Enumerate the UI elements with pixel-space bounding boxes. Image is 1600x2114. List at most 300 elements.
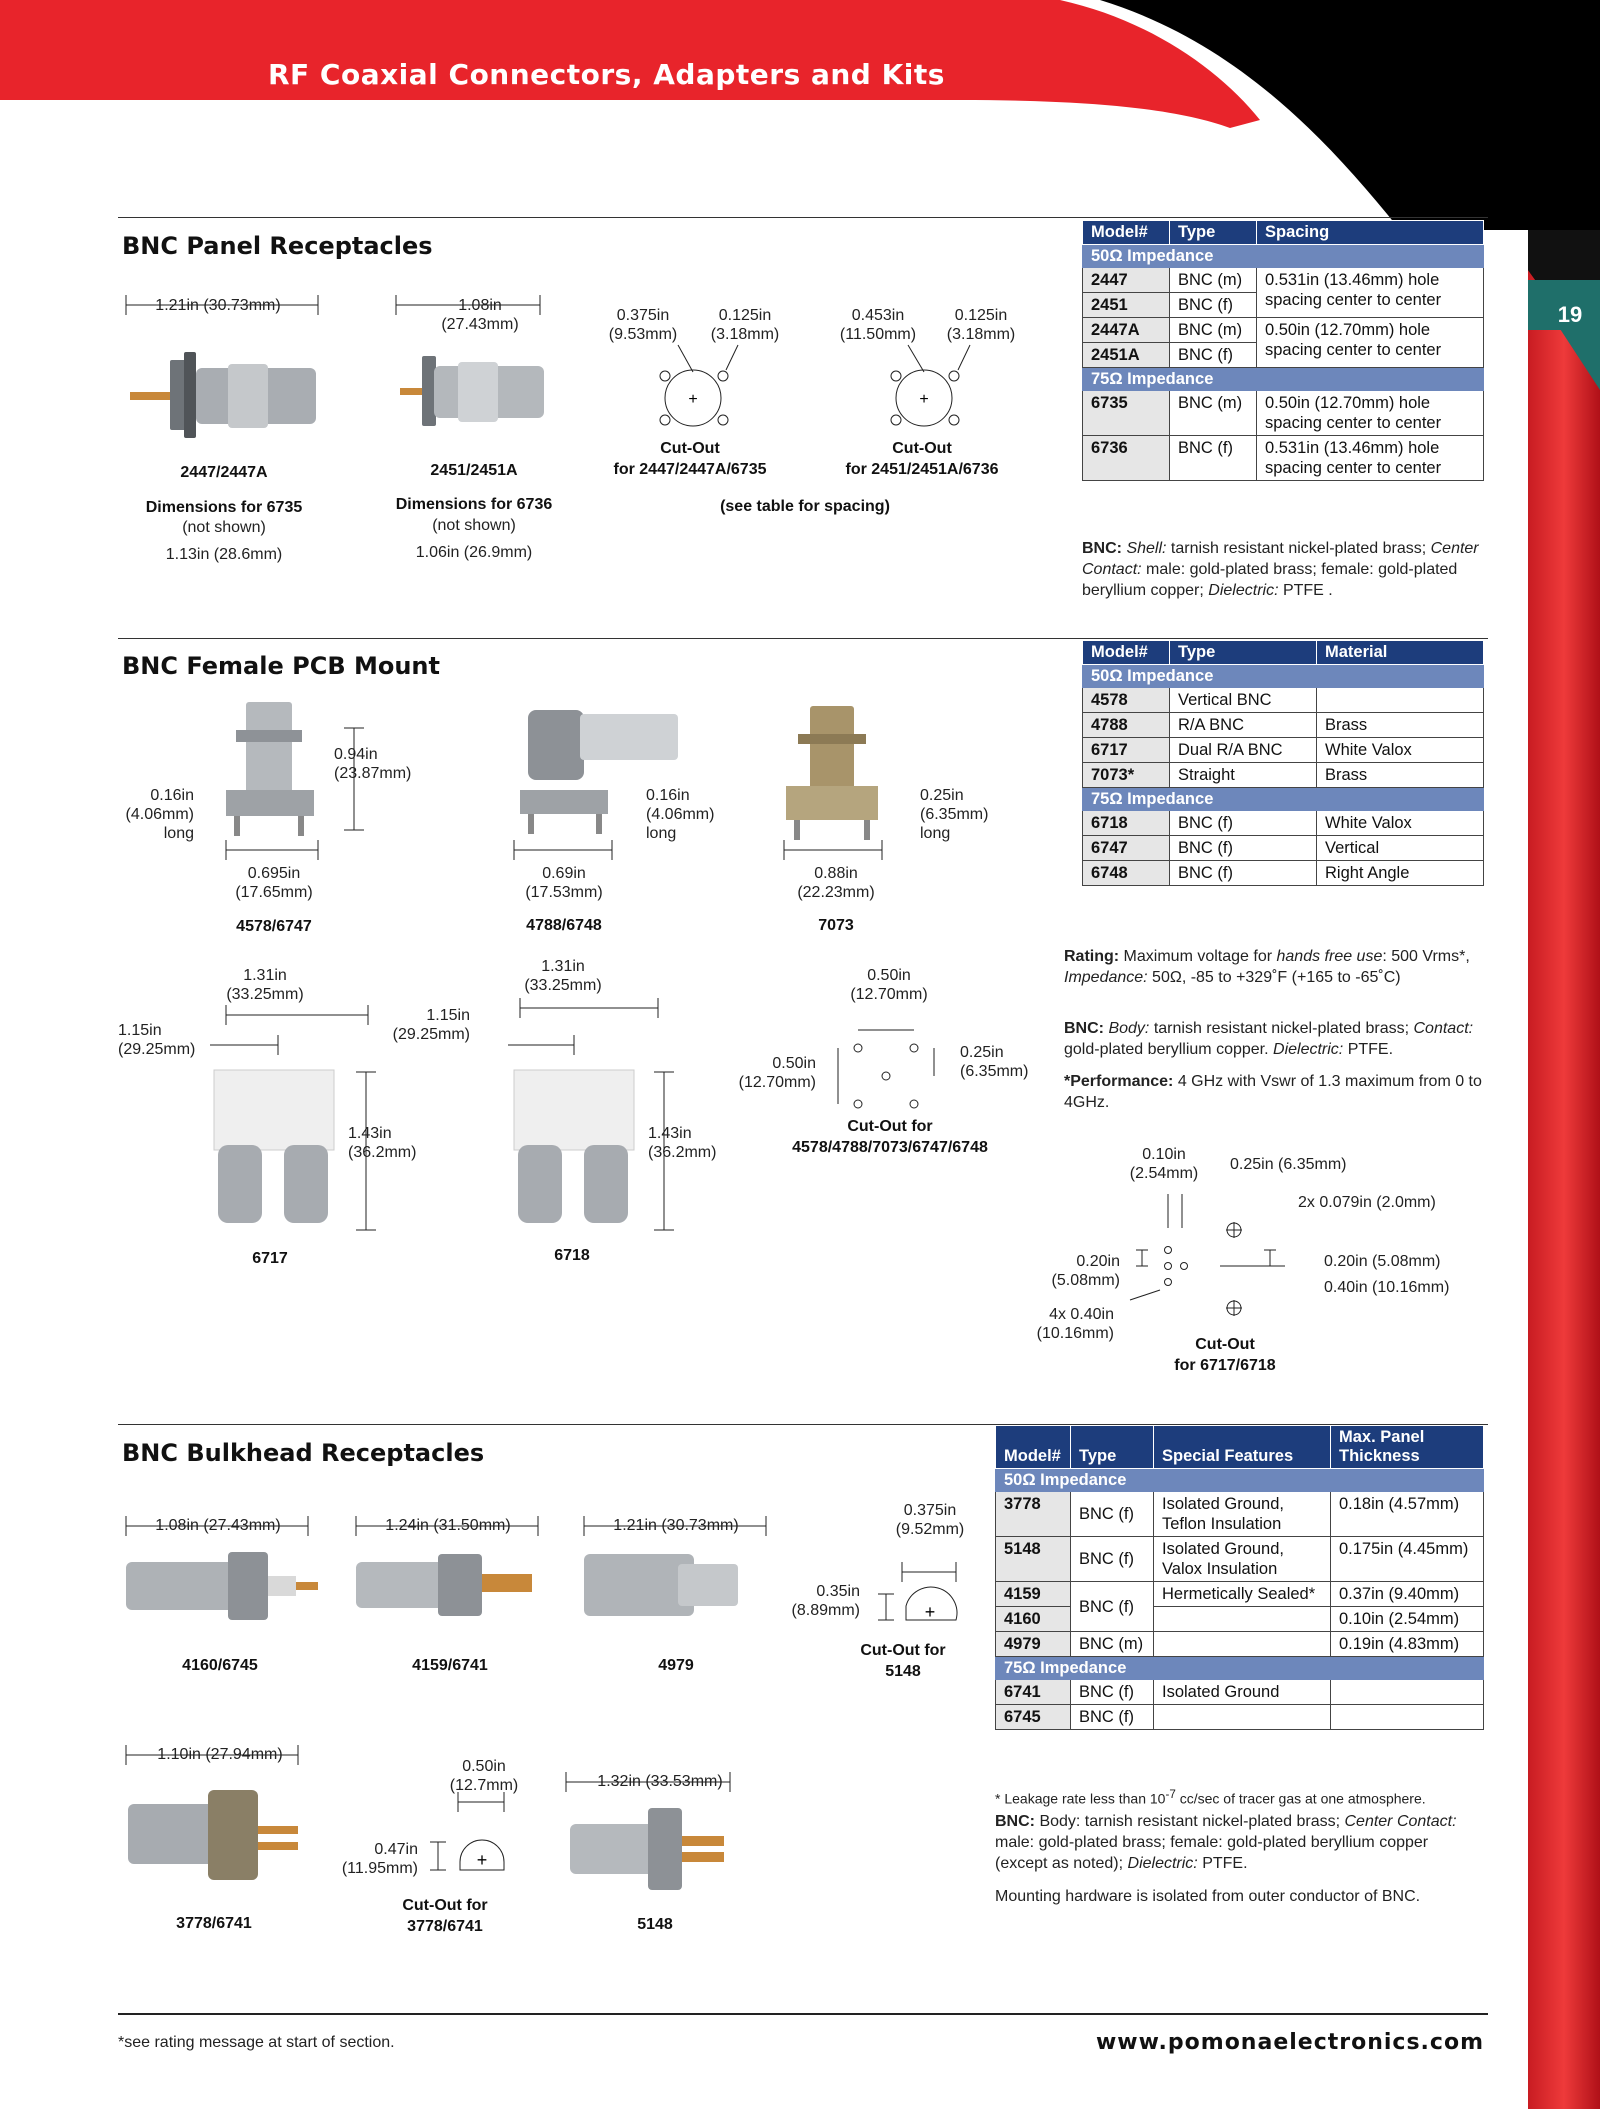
- dim-line: 0.125in: [954, 307, 1008, 324]
- note-text: PTFE .: [1278, 582, 1333, 599]
- table-row: [1083, 861, 1484, 886]
- dim-line: (4.06mm): [125, 806, 194, 823]
- dim-line: 1.31in: [243, 967, 287, 984]
- part-caption: 6718: [554, 1247, 590, 1264]
- dim-label: [598, 306, 688, 344]
- dim-label: 1.06in (26.9mm): [415, 544, 533, 561]
- dim-line: 0.20in: [1076, 1253, 1120, 1270]
- material-cell: Right Angle: [1317, 861, 1484, 886]
- col-header: Type: [1170, 221, 1257, 245]
- note-label: Dielectric:: [1127, 1855, 1198, 1872]
- dim-label: [1010, 1305, 1114, 1343]
- dim-label: 1.21in (30.73mm): [613, 1517, 739, 1534]
- note-label: BNC:: [995, 1813, 1035, 1830]
- model-cell: 6748: [1083, 861, 1170, 886]
- model-cell: 2451A: [1083, 343, 1170, 368]
- dim-line: 1.43in: [648, 1125, 692, 1142]
- note-text: -7: [1165, 1788, 1176, 1801]
- dim-label: [118, 1021, 195, 1059]
- col-header: Type: [1170, 641, 1317, 665]
- table-row: [1083, 318, 1484, 343]
- caption-line: for 2451/2451A/6736: [845, 461, 999, 478]
- dim-line: (29.25mm): [118, 1041, 196, 1058]
- dim-line: (9.53mm): [608, 326, 678, 343]
- note-label: Body:: [1108, 1020, 1150, 1037]
- note-label: Rating:: [1064, 948, 1120, 965]
- dim-line: (12.7mm): [449, 1777, 519, 1794]
- dim-label: 1.24in (31.50mm): [385, 1517, 511, 1534]
- dim-label: 1.08in (27.43mm): [155, 1517, 281, 1534]
- caption-line: for 6717/6718: [1174, 1357, 1276, 1374]
- part-caption: 6717: [252, 1250, 288, 1267]
- table-row: [1083, 268, 1484, 293]
- type-cell: BNC (f): [1170, 836, 1317, 861]
- dim-line: (12.70mm): [850, 986, 928, 1003]
- part-caption: 3778/6741: [176, 1915, 252, 1932]
- note-text: * Leakage rate less than 10: [995, 1790, 1166, 1807]
- dim-line: (5.08mm): [1051, 1272, 1120, 1289]
- model-cell: 6745: [996, 1705, 1071, 1730]
- dim-label: [700, 306, 790, 344]
- caption-line: for 2447/2447A/6735: [613, 461, 767, 478]
- cutout-caption: [590, 438, 790, 480]
- dim-line: (6.35mm): [920, 806, 989, 823]
- note-text: 4 GHz with Vswr of 1.3 maximum from 0 to 4GHz.: [1064, 1073, 1482, 1111]
- caption-line: Cut-Out for: [860, 1642, 946, 1659]
- dim-line: 0.94in: [334, 746, 378, 763]
- cutout-caption: [380, 1895, 510, 1937]
- dim-line: 0.50in: [462, 1758, 506, 1775]
- pcb-section-title: BNC Female PCB Mount: [122, 652, 440, 680]
- model-cell: 4160: [996, 1607, 1071, 1632]
- part-caption: Dimensions for 6735: [145, 499, 303, 516]
- dim-label: (not shown): [182, 519, 266, 536]
- note-label: BNC:: [1082, 540, 1122, 557]
- caption-line: Cut-Out: [1195, 1336, 1255, 1353]
- dim-label: [214, 864, 334, 902]
- section-rule: [118, 217, 1488, 218]
- note-label: Shell:: [1126, 540, 1167, 557]
- dim-label: [400, 296, 560, 334]
- dim-label: 1.10in (27.94mm): [157, 1746, 283, 1763]
- model-cell: 7073*: [1083, 763, 1170, 788]
- dim-line: 1.15in: [426, 1007, 470, 1024]
- table-row: [1083, 436, 1484, 481]
- dim-line: (4.06mm): [646, 806, 715, 823]
- footer-rule: [118, 2013, 1488, 2015]
- col-header: Model#: [996, 1426, 1071, 1469]
- model-cell: 6735: [1083, 391, 1170, 436]
- leakage-footnote: [995, 1784, 1484, 1810]
- dim-line: (6.35mm): [960, 1063, 1029, 1080]
- note-text: male: gold-plated brass; female: gold-plated beryllium copper (except as noted);: [995, 1834, 1429, 1872]
- group-row: [1083, 368, 1484, 391]
- dim-label: [722, 1054, 816, 1092]
- col-header: Special Features: [1154, 1426, 1331, 1469]
- dim-line: (36.2mm): [648, 1144, 717, 1161]
- panel-material-note: [1082, 538, 1484, 601]
- model-cell: 4979: [996, 1632, 1071, 1657]
- svg-text:+: +: [919, 391, 929, 408]
- dim-line: 0.125in: [718, 307, 772, 324]
- dim-label: 1.21in (30.73mm): [155, 297, 281, 314]
- table-row: [996, 1680, 1484, 1705]
- model-cell: 3778: [996, 1492, 1071, 1537]
- pcb-spec-table: [1082, 640, 1484, 886]
- table-row: [996, 1492, 1484, 1537]
- model-cell: 6747: [1083, 836, 1170, 861]
- bulkhead-drawings: [118, 1490, 998, 1950]
- caption-line: 3778/6741: [407, 1918, 483, 1935]
- spacing-cell: 0.531in (13.46mm) hole spacing center to center: [1257, 436, 1484, 481]
- dim-label: 0.25in (6.35mm): [1230, 1156, 1347, 1173]
- type-cell: BNC (f): [1071, 1680, 1154, 1705]
- type-cell: BNC (f): [1071, 1492, 1154, 1537]
- dim-label: [380, 1006, 470, 1044]
- model-cell: 6736: [1083, 436, 1170, 481]
- dim-line: (22.23mm): [797, 884, 875, 901]
- col-header: Material: [1317, 641, 1484, 665]
- table-row: [1083, 738, 1484, 763]
- cutout-caption: [1150, 1334, 1300, 1376]
- table-row: [996, 1537, 1484, 1582]
- group-label: 50Ω Impedance: [1083, 245, 1484, 268]
- caption-line: 5148: [885, 1663, 921, 1680]
- dim-line: (36.2mm): [348, 1144, 417, 1161]
- thickness-cell: 0.37in (9.40mm): [1331, 1582, 1484, 1607]
- material-cell: Brass: [1317, 713, 1484, 738]
- material-cell: White Valox: [1317, 738, 1484, 763]
- group-label: 50Ω Impedance: [1083, 665, 1484, 688]
- note-label: BNC:: [1064, 1020, 1104, 1037]
- part-caption: 4979: [658, 1657, 694, 1674]
- type-cell: BNC (f): [1170, 811, 1317, 836]
- part-caption: 5148: [637, 1916, 673, 1933]
- model-cell: 4788: [1083, 713, 1170, 738]
- model-cell: 2451: [1083, 293, 1170, 318]
- dim-label: [210, 966, 320, 1004]
- bulkhead-material-note: [995, 1811, 1484, 1874]
- type-cell: BNC (m): [1170, 268, 1257, 293]
- pcb-rating-note: [1064, 946, 1484, 988]
- part-caption: 4160/6745: [182, 1657, 258, 1674]
- dim-label: [880, 1501, 980, 1539]
- page-number: 19: [1557, 302, 1583, 327]
- dim-line: 1.15in: [118, 1022, 162, 1039]
- note-text: : 500 Vrms*,: [1382, 948, 1470, 965]
- table-row: [996, 1705, 1484, 1730]
- type-cell: BNC (m): [1170, 391, 1257, 436]
- dim-line: 0.69in: [542, 865, 586, 882]
- type-cell: BNC (f): [1170, 343, 1257, 368]
- pcb-performance-note: [1064, 1071, 1484, 1113]
- col-header: Type: [1071, 1426, 1154, 1469]
- table-row: [1083, 811, 1484, 836]
- model-cell: 6741: [996, 1680, 1071, 1705]
- group-row: [996, 1469, 1484, 1492]
- note-text: tarnish resistant nickel-plated brass;: [1149, 1020, 1414, 1037]
- features-cell: Isolated Ground, Valox Insulation: [1154, 1537, 1331, 1582]
- note-text: tarnish resistant nickel-plated brass;: [1166, 540, 1431, 557]
- dim-line: 1.08in: [458, 297, 502, 314]
- panel-spec-table: [1082, 220, 1484, 481]
- dim-label: [330, 1840, 418, 1878]
- dim-line: (27.43mm): [441, 316, 519, 333]
- side-bar: [1528, 230, 1600, 2109]
- table-row: [1083, 763, 1484, 788]
- pcb-material-note: [1064, 1018, 1484, 1060]
- model-cell: 6718: [1083, 811, 1170, 836]
- model-cell: 6717: [1083, 738, 1170, 763]
- dim-line: long: [646, 825, 677, 842]
- cutout-caption: [822, 438, 1022, 480]
- thickness-cell: 0.19in (4.83mm): [1331, 1632, 1484, 1657]
- dim-line: 0.25in: [960, 1044, 1004, 1061]
- model-cell: 2447: [1083, 268, 1170, 293]
- type-cell: BNC (f): [1170, 293, 1257, 318]
- thickness-cell: [1331, 1680, 1484, 1705]
- model-cell: 4159: [996, 1582, 1071, 1607]
- dim-line: long: [920, 825, 951, 842]
- dim-label: (not shown): [432, 517, 516, 534]
- note-text: hands free use: [1276, 948, 1383, 965]
- thickness-cell: 0.18in (4.57mm): [1331, 1492, 1484, 1537]
- table-header-row: [996, 1426, 1484, 1469]
- note-text: gold-plated beryllium copper.: [1064, 1041, 1274, 1058]
- thickness-cell: [1331, 1705, 1484, 1730]
- dim-label: [828, 306, 928, 344]
- dim-label: [348, 1124, 416, 1162]
- dim-line: 0.47in: [374, 1841, 418, 1858]
- svg-text:+: +: [476, 1850, 488, 1870]
- dim-line: (33.25mm): [226, 986, 304, 1003]
- group-label: 75Ω Impedance: [1083, 788, 1484, 811]
- dim-line: (9.52mm): [895, 1521, 965, 1538]
- dim-line: long: [163, 825, 194, 842]
- dim-line: (3.18mm): [710, 326, 780, 343]
- caption-line: 4578/4788/7073/6747/6748: [792, 1139, 988, 1156]
- dim-line: (17.65mm): [235, 884, 313, 901]
- dim-label: 0.40in (10.16mm): [1324, 1279, 1450, 1296]
- table-row: [996, 1607, 1484, 1632]
- type-cell: BNC (f): [1071, 1537, 1154, 1582]
- dim-label: [1124, 1145, 1204, 1183]
- note-text: PTFE.: [1197, 1855, 1248, 1872]
- dim-label: [440, 1757, 528, 1795]
- note-text: male: gold-plated brass; female: gold-plated beryllium copper;: [1082, 561, 1458, 599]
- group-row: [996, 1657, 1484, 1680]
- dim-label: [334, 745, 411, 783]
- model-cell: 2447A: [1083, 318, 1170, 343]
- dim-label: [776, 864, 896, 902]
- note-text: Maximum voltage for: [1119, 948, 1277, 965]
- features-cell: Hermetically Sealed*: [1154, 1582, 1331, 1607]
- dim-label: [1028, 1252, 1120, 1290]
- table-row: [996, 1632, 1484, 1657]
- cutout-caption: [848, 1640, 958, 1682]
- spacing-cell: 0.50in (12.70mm) hole spacing center to center: [1257, 391, 1484, 436]
- table-row: [996, 1582, 1484, 1607]
- col-header: Model#: [1083, 221, 1170, 245]
- dim-label: 2x 0.079in (2.0mm): [1298, 1194, 1436, 1211]
- features-cell: Isolated Ground, Teflon Insulation: [1154, 1492, 1331, 1537]
- note-label: Impedance:: [1064, 969, 1148, 986]
- bulkhead-spec-table: [995, 1425, 1484, 1730]
- panel-section-title: BNC Panel Receptacles: [122, 232, 433, 260]
- dim-label: [648, 1124, 716, 1162]
- dim-label: [508, 957, 618, 995]
- footer-note: *see rating message at start of section.: [118, 2034, 395, 2051]
- dim-line: 0.25in: [920, 787, 964, 804]
- part-caption: Dimensions for 6736: [395, 496, 553, 513]
- part-caption: 4788/6748: [526, 917, 602, 934]
- thickness-cell: 0.10in (2.54mm): [1331, 1607, 1484, 1632]
- part-caption: 7073: [818, 917, 854, 934]
- dim-line: 4x 0.40in: [1049, 1306, 1114, 1323]
- note-label: Center Contact:: [1344, 1813, 1457, 1830]
- spacing-cell: 0.531in (13.46mm) hole spacing center to center: [1257, 268, 1484, 318]
- dim-line: 0.16in: [150, 787, 194, 804]
- features-cell: [1154, 1607, 1331, 1632]
- model-cell: 5148: [996, 1537, 1071, 1582]
- dim-label: [104, 786, 194, 843]
- dim-line: (3.18mm): [946, 326, 1016, 343]
- note-label: Dielectric:: [1208, 582, 1279, 599]
- type-cell: BNC (m): [1071, 1632, 1154, 1657]
- header-banner: [0, 0, 1600, 230]
- col-header: Max. Panel Thickness: [1331, 1426, 1484, 1469]
- dim-line: (17.53mm): [525, 884, 603, 901]
- dim-line: 0.375in: [616, 307, 670, 324]
- part-caption: 2451/2451A: [430, 462, 518, 479]
- thickness-cell: 0.175in (4.45mm): [1331, 1537, 1484, 1582]
- svg-text:+: +: [688, 391, 698, 408]
- type-cell: BNC (f): [1170, 861, 1317, 886]
- bulkhead-section-title: BNC Bulkhead Receptacles: [122, 1439, 485, 1467]
- dim-line: (29.25mm): [392, 1026, 470, 1043]
- table-header-row: [1083, 641, 1484, 665]
- group-row: [1083, 788, 1484, 811]
- caption-line: Cut-Out: [892, 440, 952, 457]
- footer-url-link[interactable]: www.pomonaelectronics.com: [1095, 2030, 1484, 2055]
- dim-line: 0.375in: [903, 1502, 957, 1519]
- dim-label: [504, 864, 624, 902]
- type-cell: Dual R/A BNC: [1170, 738, 1317, 763]
- table-header-row: [1083, 221, 1484, 245]
- dim-line: (11.95mm): [341, 1860, 418, 1877]
- type-cell: BNC (f): [1071, 1582, 1154, 1632]
- svg-text:+: +: [924, 1602, 936, 1622]
- dim-line: (8.89mm): [791, 1602, 860, 1619]
- pin-image: [130, 392, 170, 400]
- dim-label: [936, 306, 1026, 344]
- dim-line: 0.35in: [816, 1583, 860, 1600]
- type-cell: BNC (f): [1071, 1705, 1154, 1730]
- dim-line: 0.88in: [814, 865, 858, 882]
- note-text: PTFE.: [1343, 1041, 1394, 1058]
- cutout-caption: [770, 1116, 1010, 1158]
- dim-label: [646, 786, 714, 843]
- type-cell: Vertical BNC: [1170, 688, 1317, 713]
- dim-line: (23.87mm): [334, 765, 412, 782]
- features-cell: Isolated Ground: [1154, 1680, 1331, 1705]
- caption-line: Cut-Out for: [847, 1118, 933, 1135]
- group-row: [1083, 245, 1484, 268]
- note-text: Body: tarnish resistant nickel-plated brass;: [1035, 1813, 1345, 1830]
- note-label: Center Contact:: [1082, 540, 1479, 578]
- dim-line: 0.50in: [867, 967, 911, 984]
- section-rule: [118, 638, 1488, 639]
- type-cell: BNC (f): [1170, 436, 1257, 481]
- dim-line: (33.25mm): [524, 977, 602, 994]
- header-title: RF Coaxial Connectors, Adapters and Kits: [268, 58, 945, 91]
- note-text: cc/sec of tracer gas at one atmosphere.: [1175, 1790, 1426, 1807]
- material-cell: White Valox: [1317, 811, 1484, 836]
- table-row: [1083, 688, 1484, 713]
- type-cell: BNC (m): [1170, 318, 1257, 343]
- dim-line: (11.50mm): [839, 326, 917, 343]
- group-label: 75Ω Impedance: [996, 1657, 1484, 1680]
- col-header: Spacing: [1257, 221, 1484, 245]
- dim-line: 0.453in: [851, 307, 905, 324]
- note-label: Contact:: [1413, 1020, 1474, 1037]
- dim-label: [776, 1582, 860, 1620]
- dim-line: 0.50in: [772, 1055, 816, 1072]
- note-text: 50Ω, -85 to +329˚F (+165 to -65˚C): [1147, 969, 1401, 986]
- part-caption: 2447/2447A: [180, 464, 268, 481]
- table-row: [1083, 391, 1484, 436]
- spacing-cell: 0.50in (12.70mm) hole spacing center to center: [1257, 318, 1484, 368]
- dim-label: 1.32in (33.53mm): [597, 1773, 723, 1790]
- dim-label: 0.20in (5.08mm): [1324, 1253, 1441, 1270]
- dim-line: 1.31in: [541, 958, 585, 975]
- dim-label: 1.13in (28.6mm): [165, 546, 283, 563]
- group-row: [1083, 665, 1484, 688]
- dim-line: 1.43in: [348, 1125, 392, 1142]
- dim-line: (12.70mm): [738, 1074, 816, 1091]
- features-cell: [1154, 1705, 1331, 1730]
- dim-line: 0.10in: [1142, 1146, 1186, 1163]
- material-cell: [1317, 688, 1484, 713]
- col-header: Model#: [1083, 641, 1170, 665]
- caption-line: Cut-Out: [660, 440, 720, 457]
- page-header: [0, 0, 1600, 230]
- note-label: *Performance:: [1064, 1073, 1174, 1090]
- type-cell: Straight: [1170, 763, 1317, 788]
- dim-line: (10.16mm): [1036, 1325, 1114, 1342]
- dim-line: 0.695in: [247, 865, 301, 882]
- type-cell: R/A BNC: [1170, 713, 1317, 738]
- dim-line: 0.16in: [646, 787, 690, 804]
- material-cell: Brass: [1317, 763, 1484, 788]
- model-cell: 4578: [1083, 688, 1170, 713]
- table-row: [1083, 713, 1484, 738]
- group-label: 75Ω Impedance: [1083, 368, 1484, 391]
- material-cell: Vertical: [1317, 836, 1484, 861]
- part-caption: 4159/6741: [412, 1657, 488, 1674]
- dim-label: [960, 1043, 1028, 1081]
- dim-line: (2.54mm): [1129, 1165, 1199, 1182]
- table-row: [1083, 836, 1484, 861]
- note-label: Dielectric:: [1273, 1041, 1344, 1058]
- dim-label: [920, 786, 988, 843]
- part-caption: 4578/6747: [236, 918, 312, 935]
- group-label: 50Ω Impedance: [996, 1469, 1484, 1492]
- mounting-note: Mounting hardware is isolated from outer conductor of BNC.: [995, 1888, 1421, 1905]
- caption-line: Cut-Out for: [402, 1897, 488, 1914]
- features-cell: [1154, 1632, 1331, 1657]
- cutout-note: (see table for spacing): [720, 498, 890, 515]
